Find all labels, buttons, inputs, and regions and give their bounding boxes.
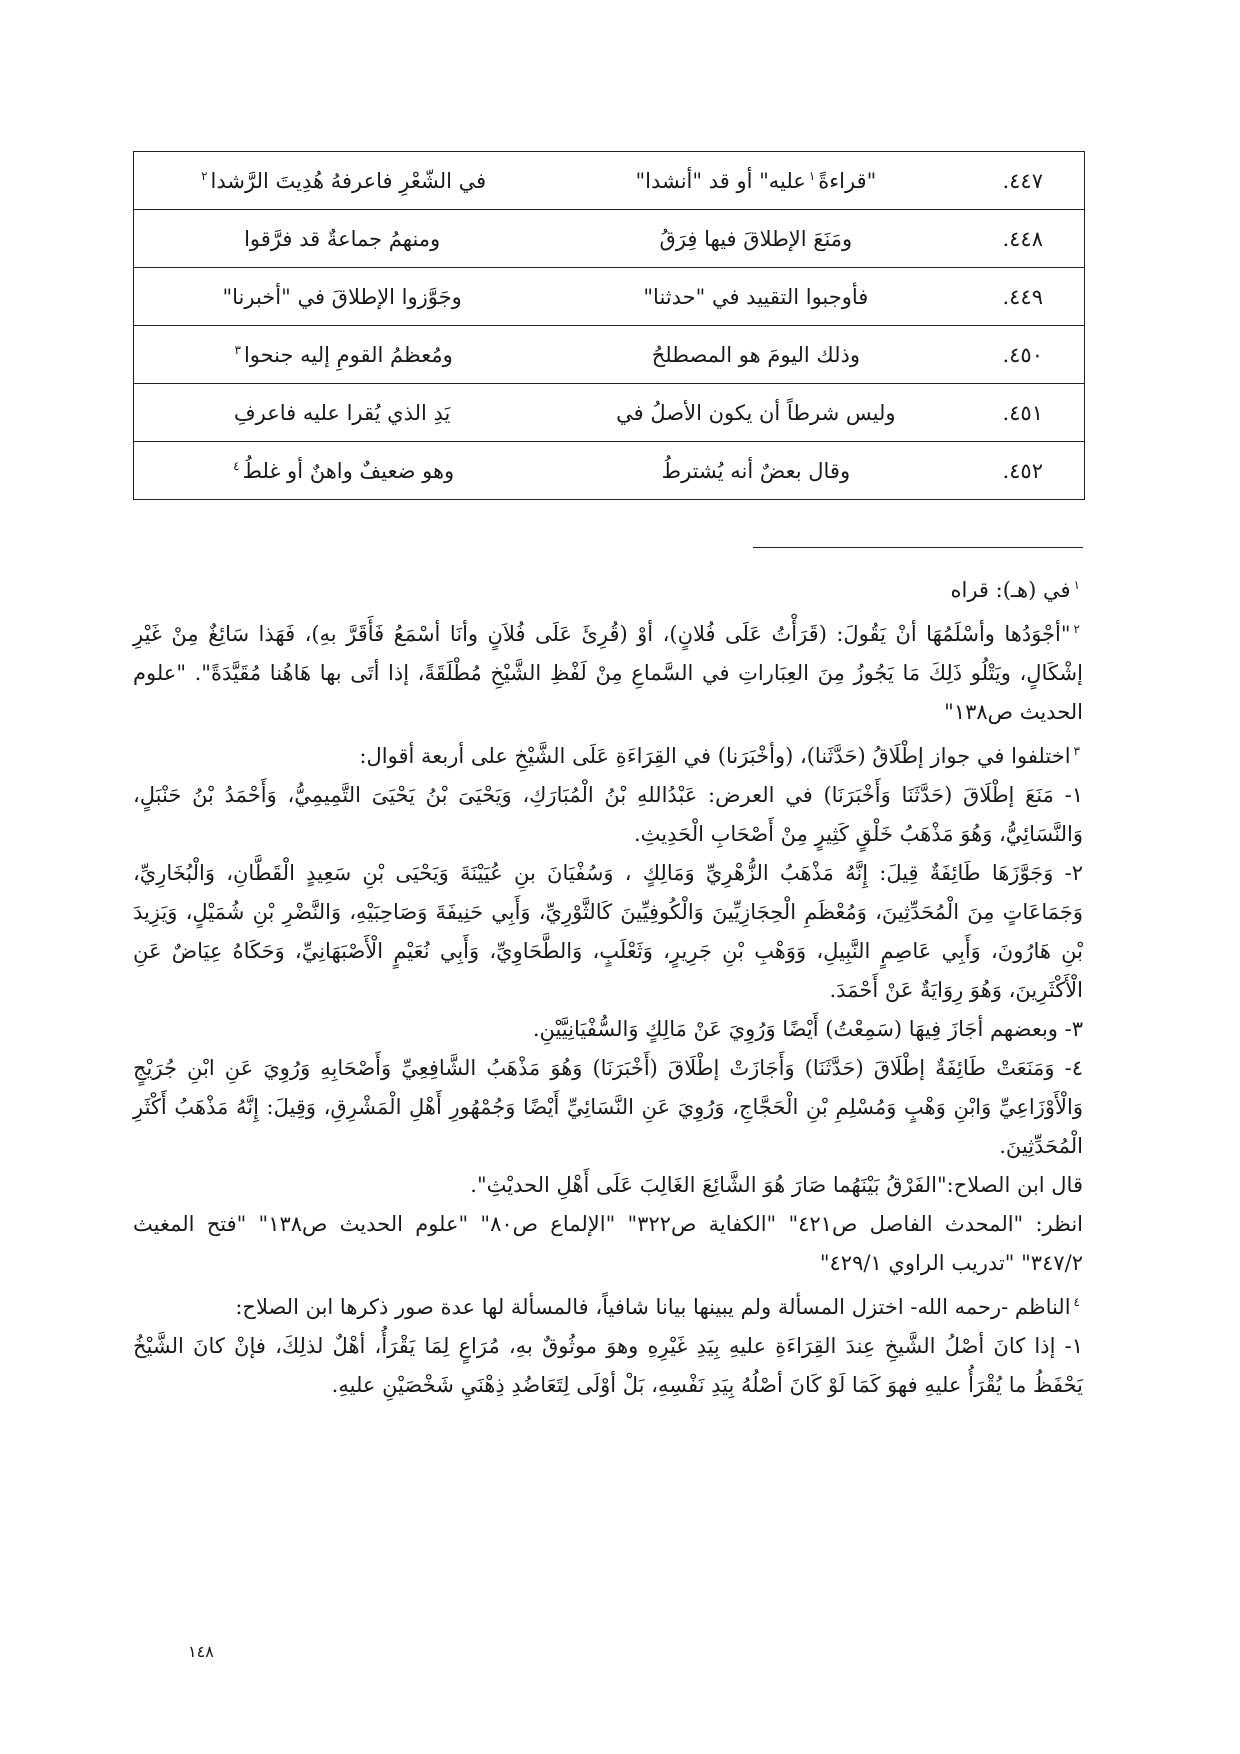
verse-first-hemistich [550, 326, 961, 384]
verse-first-hemistich [550, 152, 961, 210]
verse-table-body [134, 152, 1085, 500]
verse-second-text: يَدِ الذي يُقرا عليه فاعرفِ [233, 400, 451, 425]
verse-table [133, 151, 1085, 500]
footnote-paragraph [133, 1283, 1083, 1327]
verse-first-text: "قراءةً [818, 168, 877, 193]
verse-second-hemistich [134, 384, 551, 442]
verse-second-text: ومُعظمُ القومِ إليه جنحوا [243, 342, 453, 367]
verse-row [134, 268, 1085, 326]
verse-first-hemistich [550, 384, 961, 442]
footnotes [133, 566, 1083, 1405]
verse-row [134, 384, 1085, 442]
verse-number: ٤٥٢. [961, 442, 1084, 500]
verse-number: ٤٥١. [961, 384, 1084, 442]
footnote-marker: ٣ [1073, 744, 1080, 758]
footnote-marker: ١ [808, 168, 816, 183]
verse-row [134, 442, 1085, 500]
verse-second-hemistich [134, 210, 551, 268]
verse-first-text-cont: عليه" أو قد "أنشدا" [635, 168, 806, 193]
verse-row [134, 210, 1085, 268]
footnote-paragraph [133, 854, 1083, 1010]
verse-second-text: ومنهمُ جماعةٌ قد فرَّقوا [244, 226, 441, 251]
verse-first-hemistich [550, 210, 961, 268]
footnote-paragraph [133, 1327, 1083, 1405]
footnote-text: ٣- وبعضهم أجَازَ فِيهَا (سَمِعْتُ) أَيْضًا وَرُوِيَ عَنْ مَالِكٍ وَالسُّفْيَانِيَّيْنِ. [532, 1017, 1083, 1041]
footnote-paragraph [133, 732, 1083, 776]
verse-first-hemistich [550, 442, 961, 500]
footnote-paragraph [133, 776, 1083, 854]
verse-second-hemistich [134, 268, 551, 326]
page-number: ١٤٨ [188, 1642, 214, 1661]
verse-first-text: وذلك اليومَ هو المصطلحُ [651, 342, 861, 367]
footnote-paragraph [133, 610, 1083, 732]
footnote-text: الناظم -رحمه الله- اختزل المسألة ولم يبينها بيانا شافياً، فالمسألة لها عدة صور ذكرها ابن الصلاح: [235, 1295, 1071, 1319]
verse-second-hemistich [134, 326, 551, 384]
verse-first-hemistich [550, 268, 961, 326]
footnote-text: "أجْوَدُها وأسْلَمُهَا أنْ يَقُولَ: (قَرَأْتُ عَلَى فُلانٍ)، أوْ (قُرِئَ عَلَى فُلاَنٍ وأنَا أسْمَعُ فَأَقَرَّ بهِ)، فَهَذا سَائِغٌ مِنْ غَيْرِ إشْكَالٍ، ويَتْلُو ذَلِكَ مَا يَجُوزُ مِنَ العِبَاراتِ في السَّماعِ مِنْ لَفْظِ الشَّيْخِ مُطْلَقَةً، إذا أتَى بها هَاهُنا مُقَيَّدَةً". "علوم الحديث ص١٣٨" [133, 622, 1083, 724]
footnote-marker: ١ [1073, 578, 1080, 592]
verse-first-text: وقال بعضٌ أنه يُشترطُ [661, 458, 851, 483]
footnote-paragraph [133, 1205, 1083, 1283]
verse-second-text: وهو ضعيفٌ واهنٌ أو غلطُ [242, 458, 455, 483]
verse-number: ٤٤٧. [961, 152, 1084, 210]
footnote-text: ١- إذا كانَ أصْلُ الشَّيخِ عِندَ القِرَاءَةِ عليهِ بِيَدِ غَيْرِهِ وهوَ موثُوقٌ بهِ، مُرَاعٍ لِمَا يَقْرَأُ، أهْلٌ لذلِكَ، فإنْ كانَ الشَّيْخُ يَحْفَظُ ما يُقْرَأُ عليهِ فهوَ كَمَا لَوْ كَانَ أصْلُهُ بِيَدِ نَفْسِهِ، بَلْ أوْلَى لِتَعَاضُدِ ذِهْنَيِ شَخْصَيْنِ عليهِ. [133, 1334, 1083, 1397]
footnote-text: ٤- وَمَنَعَتْ طَائِفَةٌ إطْلَاقَ (حَدَّثَنَا) وَأَجَازَتْ إطْلَاقَ (أَخْبَرَنَا) وَهُوَ مَذْهَبُ الشَّافِعِيِّ وَأَصْحَابِهِ وَرُوِيَ عَنِ ابْنِ جُرَيْجٍ وَالْأَوْزَاعِيِّ وَابْنِ وَهْبٍ وَمُسْلِمِ بْنِ الْحَجَّاجِ، وَرُوِيَ عَنِ النَّسَائِيِّ أَيْضًا وَجُمْهُورِ أَهْلِ الْمَشْرِقِ، وَقِيلَ: إِنَّهُ مَذْهَبُ أَكْثَرِ الْمُحَدِّثِينَ. [133, 1056, 1083, 1158]
footnote-marker: ٣ [234, 342, 241, 357]
verse-number: ٤٤٨. [961, 210, 1084, 268]
footnote-marker: ٢ [201, 168, 208, 183]
footnote-marker: ٢ [1073, 622, 1080, 636]
verse-second-text: وجَوَّزوا الإطلاقَ في "أخبرنا" [222, 284, 462, 309]
verse-number: ٤٥٠. [961, 326, 1084, 384]
footnote-text: انظر: "المحدث الفاصل ص٤٢١" "الكفاية ص٣٢٢" "الإلماع ص٨٠" "علوم الحديث ص١٣٨" "فتح المغيث ٣٤٧/٢" "تدريب الراوي ٤٢٩/١" [133, 1212, 1084, 1275]
footnote-paragraph [133, 1049, 1083, 1166]
verse-first-text: ومَنَعَ الإطلاقَ فيها فِرَقُ [659, 226, 853, 251]
verse-first-text: وليس شرطاً أن يكون الأصلُ في [616, 400, 896, 425]
footnote-paragraph [133, 566, 1083, 610]
footnote-marker: ٤ [1073, 1295, 1080, 1309]
verse-second-hemistich [134, 442, 551, 500]
footnote-text: ١- مَنَعَ إطْلَاقَ (حَدَّثَنَا وَأَخْبَرَنَا) في العرض: عَبْدُاللهِ بْنُ الْمُبَارَكِ، وَيَحْيَىَ بْنُ يَحْيَىَ التَّمِيمِيُّ، وَأَحْمَدُ بْنُ حَنْبَلٍ، وَالنَّسَائِيُّ، وَهُوَ مَذْهَبُ خَلْقٍ كَثِيرٍ مِنْ أَصْحَابِ الْحَدِيثِ. [133, 783, 1083, 846]
footnote-text: ٢- وَجَوَّزَهَا طَائِفَةٌ قِيلَ: إِنَّهُ مَذْهَبُ الزُّهْرِيِّ وَمَالِكٍ ، وَسُفْيَانَ بنِ عُيَيْنَةَ وَيَحْيَى بْنِ سَعِيدٍ الْقَطَّانِ، وَالْبُخَارِيِّ، وَجَمَاعَاتٍ مِنَ الْمُحَدِّثِينَ، وَمُعْظَمِ الْحِجَازِيِّينَ وَالْكُوفِيِّينَ كَالثَّوْرِيِّ، وَأَبِي حَنِيفَةَ وَصَاحِبَيْهِ، وَالنَّضْرِ بْنِ شُمَيْلٍ، وَيَزِيدَ بْنِ هَارُونَ، وَأَبِي عَاصِمٍ النَّبِيلِ، وَوَهْبِ بْنِ جَرِيرٍ، وَثَعْلَبٍ، وَالطَّحَاوِيِّ، وَأَبِي نُعَيْمٍ الْأَصْبَهَانِيِّ، وَحَكَاهُ عِيَاضٌ عَنِ الْأَكْثَرِينَ، وَهُوَ رِوَايَةٌ عَنْ أَحْمَدَ. [133, 861, 1083, 1002]
footnote-text: اختلفوا في جواز إطْلَاقُ (حَدَّثَنا)، (وأخْبَرَنا) في القِرَاءَةِ عَلَى الشَّيْخِ على أربعة أقوال: [359, 744, 1071, 768]
verse-row [134, 152, 1085, 210]
verse-second-text: في الشّعْرِ فاعرفهُ هُدِيتَ الرَّشدا [210, 168, 487, 193]
verse-first-text: فأوجبوا التقييد في "حدثنا" [643, 284, 869, 309]
verse-second-hemistich [134, 152, 551, 210]
footnote-paragraph [133, 1010, 1083, 1049]
footnote-separator [753, 547, 1083, 548]
footnote-text: في (هـ): قراه [950, 578, 1071, 602]
verse-number: ٤٤٩. [961, 268, 1084, 326]
footnote-paragraph [133, 1166, 1083, 1205]
footnote-marker: ٤ [233, 458, 240, 473]
footnote-text: قال ابن الصلاح:"الفَرْقُ بَيْنَهُما صَارَ هُوَ الشَّائِعَ الغَالِبَ عَلَى أَهْلِ الحديْثِ". [470, 1173, 1083, 1197]
verse-row [134, 326, 1085, 384]
